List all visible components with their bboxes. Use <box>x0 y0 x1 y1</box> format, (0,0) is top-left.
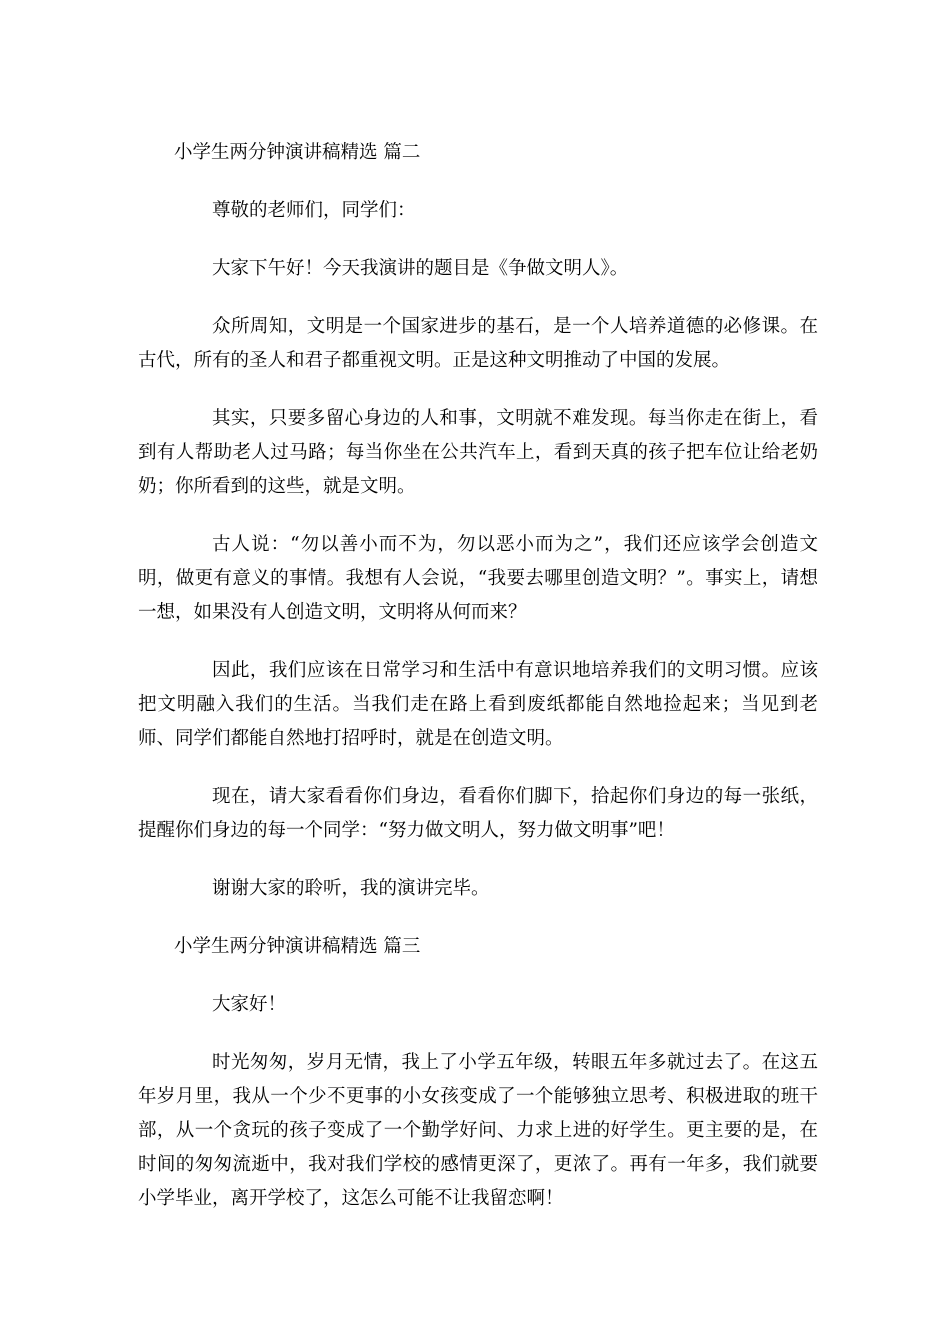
greeting-paragraph: 大家好！ <box>212 994 287 1015</box>
body-paragraph: 古人说：“勿以善小而不为，勿以恶小而为之”，我们还应该学会创造文明，做更有意义的事情。我想有人会说，“我要去哪里创造文明？”。事实上，请想一想，如果没有人创造文明，文明将从何而来？ <box>138 534 818 623</box>
document-body <box>138 136 818 1240</box>
section-heading-2: 小学生两分钟演讲稿精选 篇二 <box>174 142 421 163</box>
intro-paragraph: 大家下午好！今天我演讲的题目是《争做文明人》。 <box>212 258 629 279</box>
body-paragraph: 其实，只要多留心身边的人和事，文明就不难发现。每当你走在街上，看到有人帮助老人过马路；每当你坐在公共汽车上，看到天真的孩子把车位让给老奶奶；你所看到的这些，就是文明。 <box>138 408 818 497</box>
body-paragraph: 因此，我们应该在日常学习和生活中有意识地培养我们的文明习惯。应该把文明融入我们的生活。当我们走在路上看到废纸都能自然地捡起来；当见到老师、同学们都能自然地打招呼时，就是在创造文明。 <box>138 660 818 749</box>
section-heading-3: 小学生两分钟演讲稿精选 篇三 <box>174 936 421 957</box>
body-paragraph: 时光匆匆，岁月无情，我上了小学五年级，转眼五年多就过去了。在这五年岁月里，我从一个少不更事的小女孩变成了一个能够独立思考、积极进取的班干部，从一个贪玩的孩子变成了一个勤学好问、力求上进的好学生。更主要的是，在时间的匆匆流逝中，我对我们学校的感情更深了，更浓了。再有一年多，我们就要小学毕业，离开学校了，这怎么可能不让我留恋啊！ <box>138 1052 818 1209</box>
greeting-paragraph: 尊敬的老师们，同学们： <box>212 200 416 221</box>
body-paragraph: 众所周知，文明是一个国家进步的基石，是一个人培养道德的必修课。在古代，所有的圣人和君子都重视文明。正是这种文明推动了中国的发展。 <box>138 316 818 371</box>
body-paragraph: 现在，请大家看看你们身边，看看你们脚下，拾起你们身边的每一张纸，提醒你们身边的每一个同学：“努力做文明人，努力做文明事”吧！ <box>138 786 818 841</box>
closing-paragraph: 谢谢大家的聆听，我的演讲完毕。 <box>212 878 490 899</box>
